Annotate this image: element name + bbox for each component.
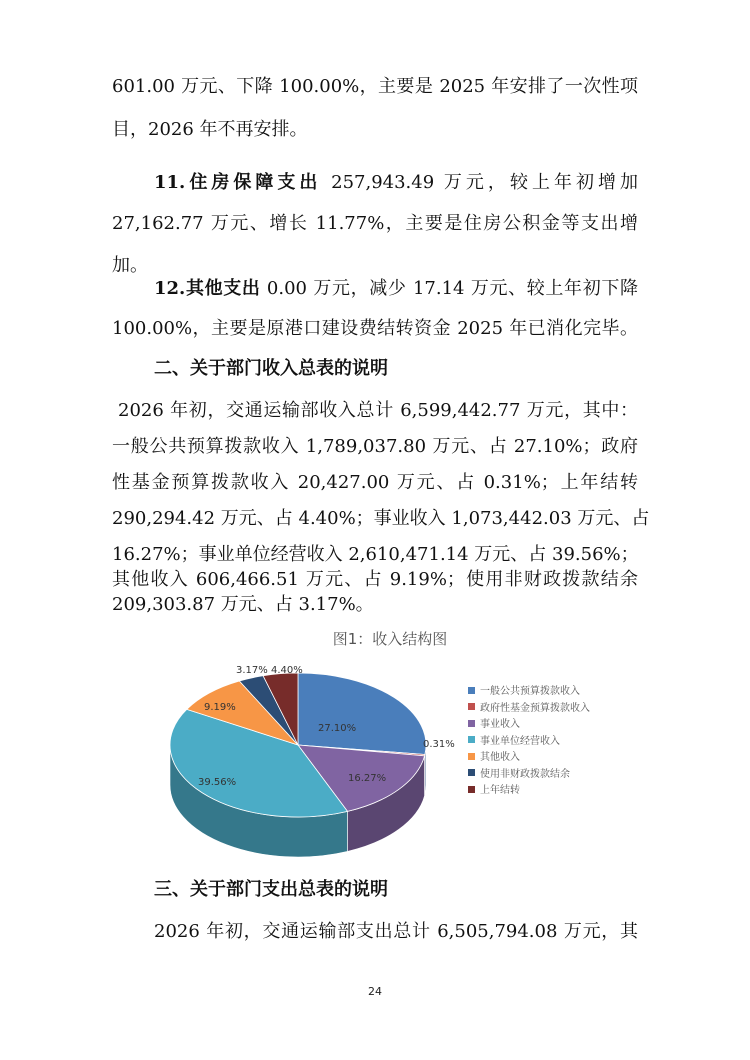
paragraph-line: 209,303.87 万元、占 3.17%。 xyxy=(112,594,374,615)
legend-item xyxy=(468,767,590,784)
legend-item xyxy=(468,684,590,701)
paragraph-text: 257,943.49 万元，较上年初增加 xyxy=(321,172,638,193)
paragraph-line: 100.00%，主要是原港口建设费结转资金 2025 年已消化完毕。 xyxy=(112,318,638,339)
legend-item xyxy=(468,734,590,751)
paragraph-text: 0.00 万元，减少 17.14 万元、较上年初下降 xyxy=(260,278,638,299)
paragraph-line: 目，2026 年不再安排。 xyxy=(112,119,308,140)
data-label: 4.40% xyxy=(271,665,303,676)
paragraph-line: 2026 年初，交通运输部支出总计 6,505,794.08 万元，其 xyxy=(154,921,638,942)
legend-swatch xyxy=(468,736,475,743)
chart-title: 图1：收入结构图 xyxy=(332,630,448,648)
page-number: 24 xyxy=(368,985,382,998)
paragraph-line: 601.00 万元、下降 100.00%，主要是 2025 年安排了一次性项 xyxy=(112,76,638,97)
legend-swatch xyxy=(468,769,475,776)
legend-item xyxy=(468,783,590,800)
data-label: 39.56% xyxy=(198,777,237,788)
data-label: 9.19% xyxy=(204,702,236,713)
legend-label: 上年结转 xyxy=(480,785,520,796)
paragraph-line xyxy=(154,276,638,302)
legend-label: 使用非财政拨款结余 xyxy=(480,768,570,780)
data-label: 3.17% xyxy=(236,665,268,676)
data-label: 0.31% xyxy=(423,739,455,750)
legend-item xyxy=(468,701,590,718)
data-label: 27.10% xyxy=(318,723,357,734)
paragraph-line: 16.27%；事业单位经营收入 2,610,471.14 万元、占 39.56%； xyxy=(112,544,639,565)
section-heading: 三、关于部门支出总表的说明 xyxy=(154,879,388,900)
legend-label: 事业收入 xyxy=(480,719,520,730)
legend-swatch xyxy=(468,687,475,694)
legend-swatch xyxy=(468,753,475,760)
legend-label: 其他收入 xyxy=(480,752,520,763)
data-label: 16.27% xyxy=(348,773,387,784)
legend-label: 一般公共预算拨款收入 xyxy=(480,686,580,697)
paragraph-line: 加。 xyxy=(112,255,148,276)
legend-label: 事业单位经营收入 xyxy=(480,735,560,747)
legend-swatch xyxy=(468,786,475,793)
item-heading: 11.住房保障支出 xyxy=(154,172,322,193)
legend-swatch xyxy=(468,703,475,710)
chart-legend xyxy=(468,684,590,800)
legend-swatch xyxy=(468,720,475,727)
legend-item xyxy=(468,750,590,767)
pie-slice xyxy=(298,673,426,754)
pie-chart xyxy=(168,655,468,860)
paragraph-line: 290,294.42 万元、占 4.40%；事业收入 1,073,442.03 万元、占 xyxy=(112,508,650,529)
paragraph-line: 一般公共预算拨款收入 1,789,037.80 万元、占 27.10%；政府 xyxy=(112,436,638,457)
item-heading: 12.其他支出 xyxy=(154,278,261,299)
paragraph-line: 性基金预算拨款收入 20,427.00 万元、占 0.31%；上年结转 xyxy=(112,472,639,493)
paragraph-line: 其他收入 606,466.51 万元、占 9.19%；使用非财政拨款结余 xyxy=(112,569,638,590)
legend-label: 政府性基金预算拨款收入 xyxy=(480,702,590,714)
legend-item xyxy=(468,717,590,734)
paragraph-line: 2026 年初，交通运输部收入总计 6,599,442.77 万元，其中： xyxy=(118,400,638,421)
paragraph-line: 27,162.77 万元、增长 11.77%，主要是住房公积金等支出增 xyxy=(112,213,638,234)
paragraph-line xyxy=(154,170,638,196)
section-heading: 二、关于部门收入总表的说明 xyxy=(154,358,388,379)
